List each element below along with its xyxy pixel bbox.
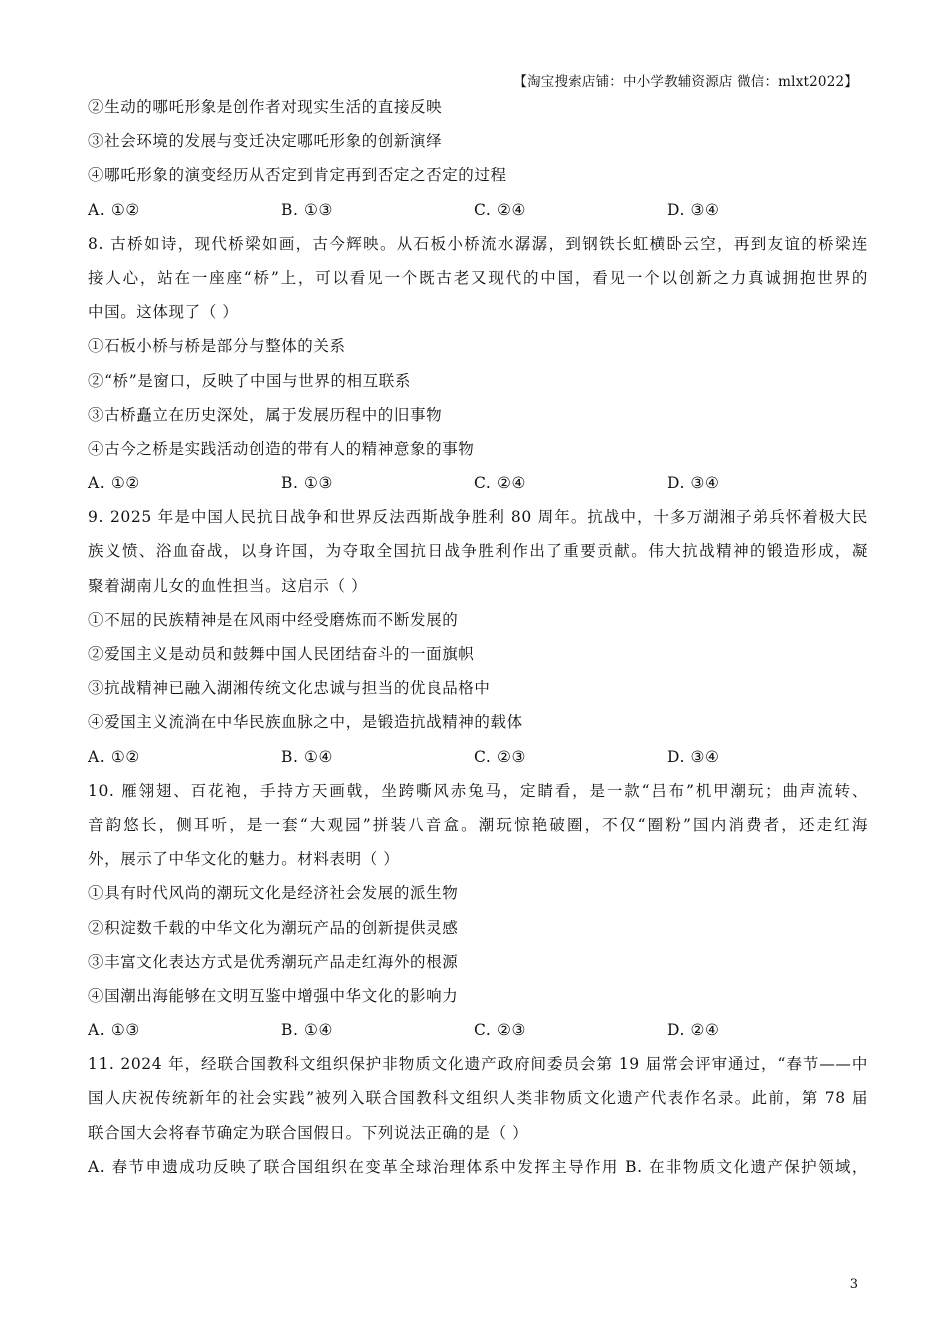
q7-statement-2: ②生动的哪吒形象是创作者对现实生活的直接反映 <box>88 98 443 116</box>
page-header: 【淘宝搜索店铺：中小学教辅资源店 微信：mlxt2022】 <box>513 74 858 90</box>
q8-options <box>88 466 868 500</box>
question-7 <box>88 90 868 227</box>
q9-option-d: D. ③④ <box>667 747 720 766</box>
q7-option-b: B. ①③ <box>281 200 334 219</box>
q10-statement-1: ①具有时代风尚的潮玩文化是经济社会发展的派生物 <box>88 884 459 903</box>
q10-option-b: B. ①④ <box>281 1021 334 1040</box>
q7-option-d: D. ③④ <box>667 200 720 219</box>
question-10 <box>88 774 868 1048</box>
q10-stem-line-2: 音韵悠长，侧耳听，是一套“大观园”拼装八音盒。潮玩惊艳破圈，不仅“圈粉”国内消费者，还走红海 <box>88 815 868 834</box>
q9-statement-3: ③抗战精神已融入湖湘传统文化忠诚与担当的优良品格中 <box>88 679 491 698</box>
q8-option-c: C. ②④ <box>474 474 526 493</box>
q7-statement-4: ④哪吒形象的演变经历从否定到肯定再到否定之否定的过程 <box>88 166 507 185</box>
q8-stem-line-3: 中国。这体现了（ ） <box>88 303 239 322</box>
q9-options <box>88 740 868 774</box>
q10-option-a: A. ①③ <box>88 1021 140 1040</box>
q8-option-a: A. ①② <box>88 474 140 493</box>
q10-options <box>88 1013 868 1047</box>
q8-option-b: B. ①③ <box>281 474 334 493</box>
q8-statement-3: ③古桥矗立在历史深处，属于发展历程中的旧事物 <box>88 405 443 424</box>
q9-statement-2: ②爱国主义是动员和鼓舞中国人民团结奋斗的一面旗帜 <box>88 645 475 663</box>
q11-stem-line-3: 联合国大会将春节确定为联合国假日。下列说法正确的是（ ） <box>88 1123 529 1142</box>
q9-statement-1: ①不屈的民族精神是在风雨中经受磨炼而不断发展的 <box>88 610 459 629</box>
q8-stem-line-2: 接人心，站在一座座“桥”上，可以看见一个既古老又现代的中国，看见一个以创新之力真诚拥抱世界的 <box>88 268 868 287</box>
q9-option-b: B. ①④ <box>281 747 334 766</box>
q10-statement-2: ②积淀数千载的中华文化为潮玩产品的创新提供灵感 <box>88 918 459 937</box>
q10-stem-line-1: 10. 雁翎翅、百花袍，手持方天画戟，坐跨嘶风赤兔马，定睛看，是一款“吕布”机甲潮玩；曲声流转、 <box>88 781 868 800</box>
q9-option-c: C. ②③ <box>474 747 526 766</box>
q8-stem-line-1: 8. 古桥如诗，现代桥梁如画，古今辉映。从石板小桥流水潺潺，到钢铁长虹横卧云空，再到友谊的桥梁连 <box>88 234 868 253</box>
q11-stem-line-2: 国人庆祝传统新年的社会实践”被列入联合国教科文组织人类非物质文化遗产代表作名录。此前，第 78 届 <box>88 1089 868 1108</box>
q8-statement-4: ④古今之桥是实践活动创造的带有人的精神意象的事物 <box>88 439 475 458</box>
q10-statement-4: ④国潮出海能够在文明互鉴中增强中华文化的影响力 <box>88 986 459 1005</box>
q9-option-a: A. ①② <box>88 747 140 766</box>
q7-option-c: C. ②④ <box>474 200 526 219</box>
page-content <box>88 90 868 1184</box>
q7-options <box>88 193 868 227</box>
q10-option-d: D. ②④ <box>667 1021 720 1040</box>
q10-stem-line-3: 外，展示了中华文化的魅力。材料表明（ ） <box>88 850 400 869</box>
q9-stem-line-2: 族义愤、浴血奋战，以身许国，为夺取全国抗日战争胜利作出了重要贡献。伟大抗战精神的锻造形成，凝 <box>88 542 868 561</box>
q8-statement-1: ①石板小桥与桥是部分与整体的关系 <box>88 337 346 356</box>
question-11 <box>88 1047 868 1184</box>
q11-option-line: A. 春节申遗成功反映了联合国组织在变革全球治理体系中发挥主导作用 B. 在非物质文化遗产保护领域， <box>88 1157 868 1176</box>
q9-statement-4: ④爱国主义流淌在中华民族血脉之中，是锻造抗战精神的载体 <box>88 713 523 732</box>
question-9 <box>88 500 868 774</box>
q8-option-d: D. ③④ <box>667 474 720 493</box>
q7-option-a: A. ①② <box>88 200 140 219</box>
q10-option-c: C. ②③ <box>474 1021 526 1040</box>
page-number: 3 <box>849 1277 858 1292</box>
question-8 <box>88 227 868 501</box>
q8-statement-2: ②“桥”是窗口，反映了中国与世界的相互联系 <box>88 371 411 390</box>
q9-stem-line-3: 聚着湖南儿女的血性担当。这启示（ ） <box>88 576 368 595</box>
q7-statement-3: ③社会环境的发展与变迁决定哪吒形象的创新演绎 <box>88 132 443 151</box>
q10-statement-3: ③丰富文化表达方式是优秀潮玩产品走红海外的根源 <box>88 952 459 971</box>
q11-stem-line-1: 11. 2024 年，经联合国教科文组织保护非物质文化遗产政府间委员会第 19 届常会评审通过，“春节——中 <box>88 1055 868 1074</box>
q9-stem-line-1: 9. 2025 年是中国人民抗日战争和世界反法西斯战争胜利 80 周年。抗战中，十多万湖湘子弟兵怀着极大民 <box>88 508 868 527</box>
